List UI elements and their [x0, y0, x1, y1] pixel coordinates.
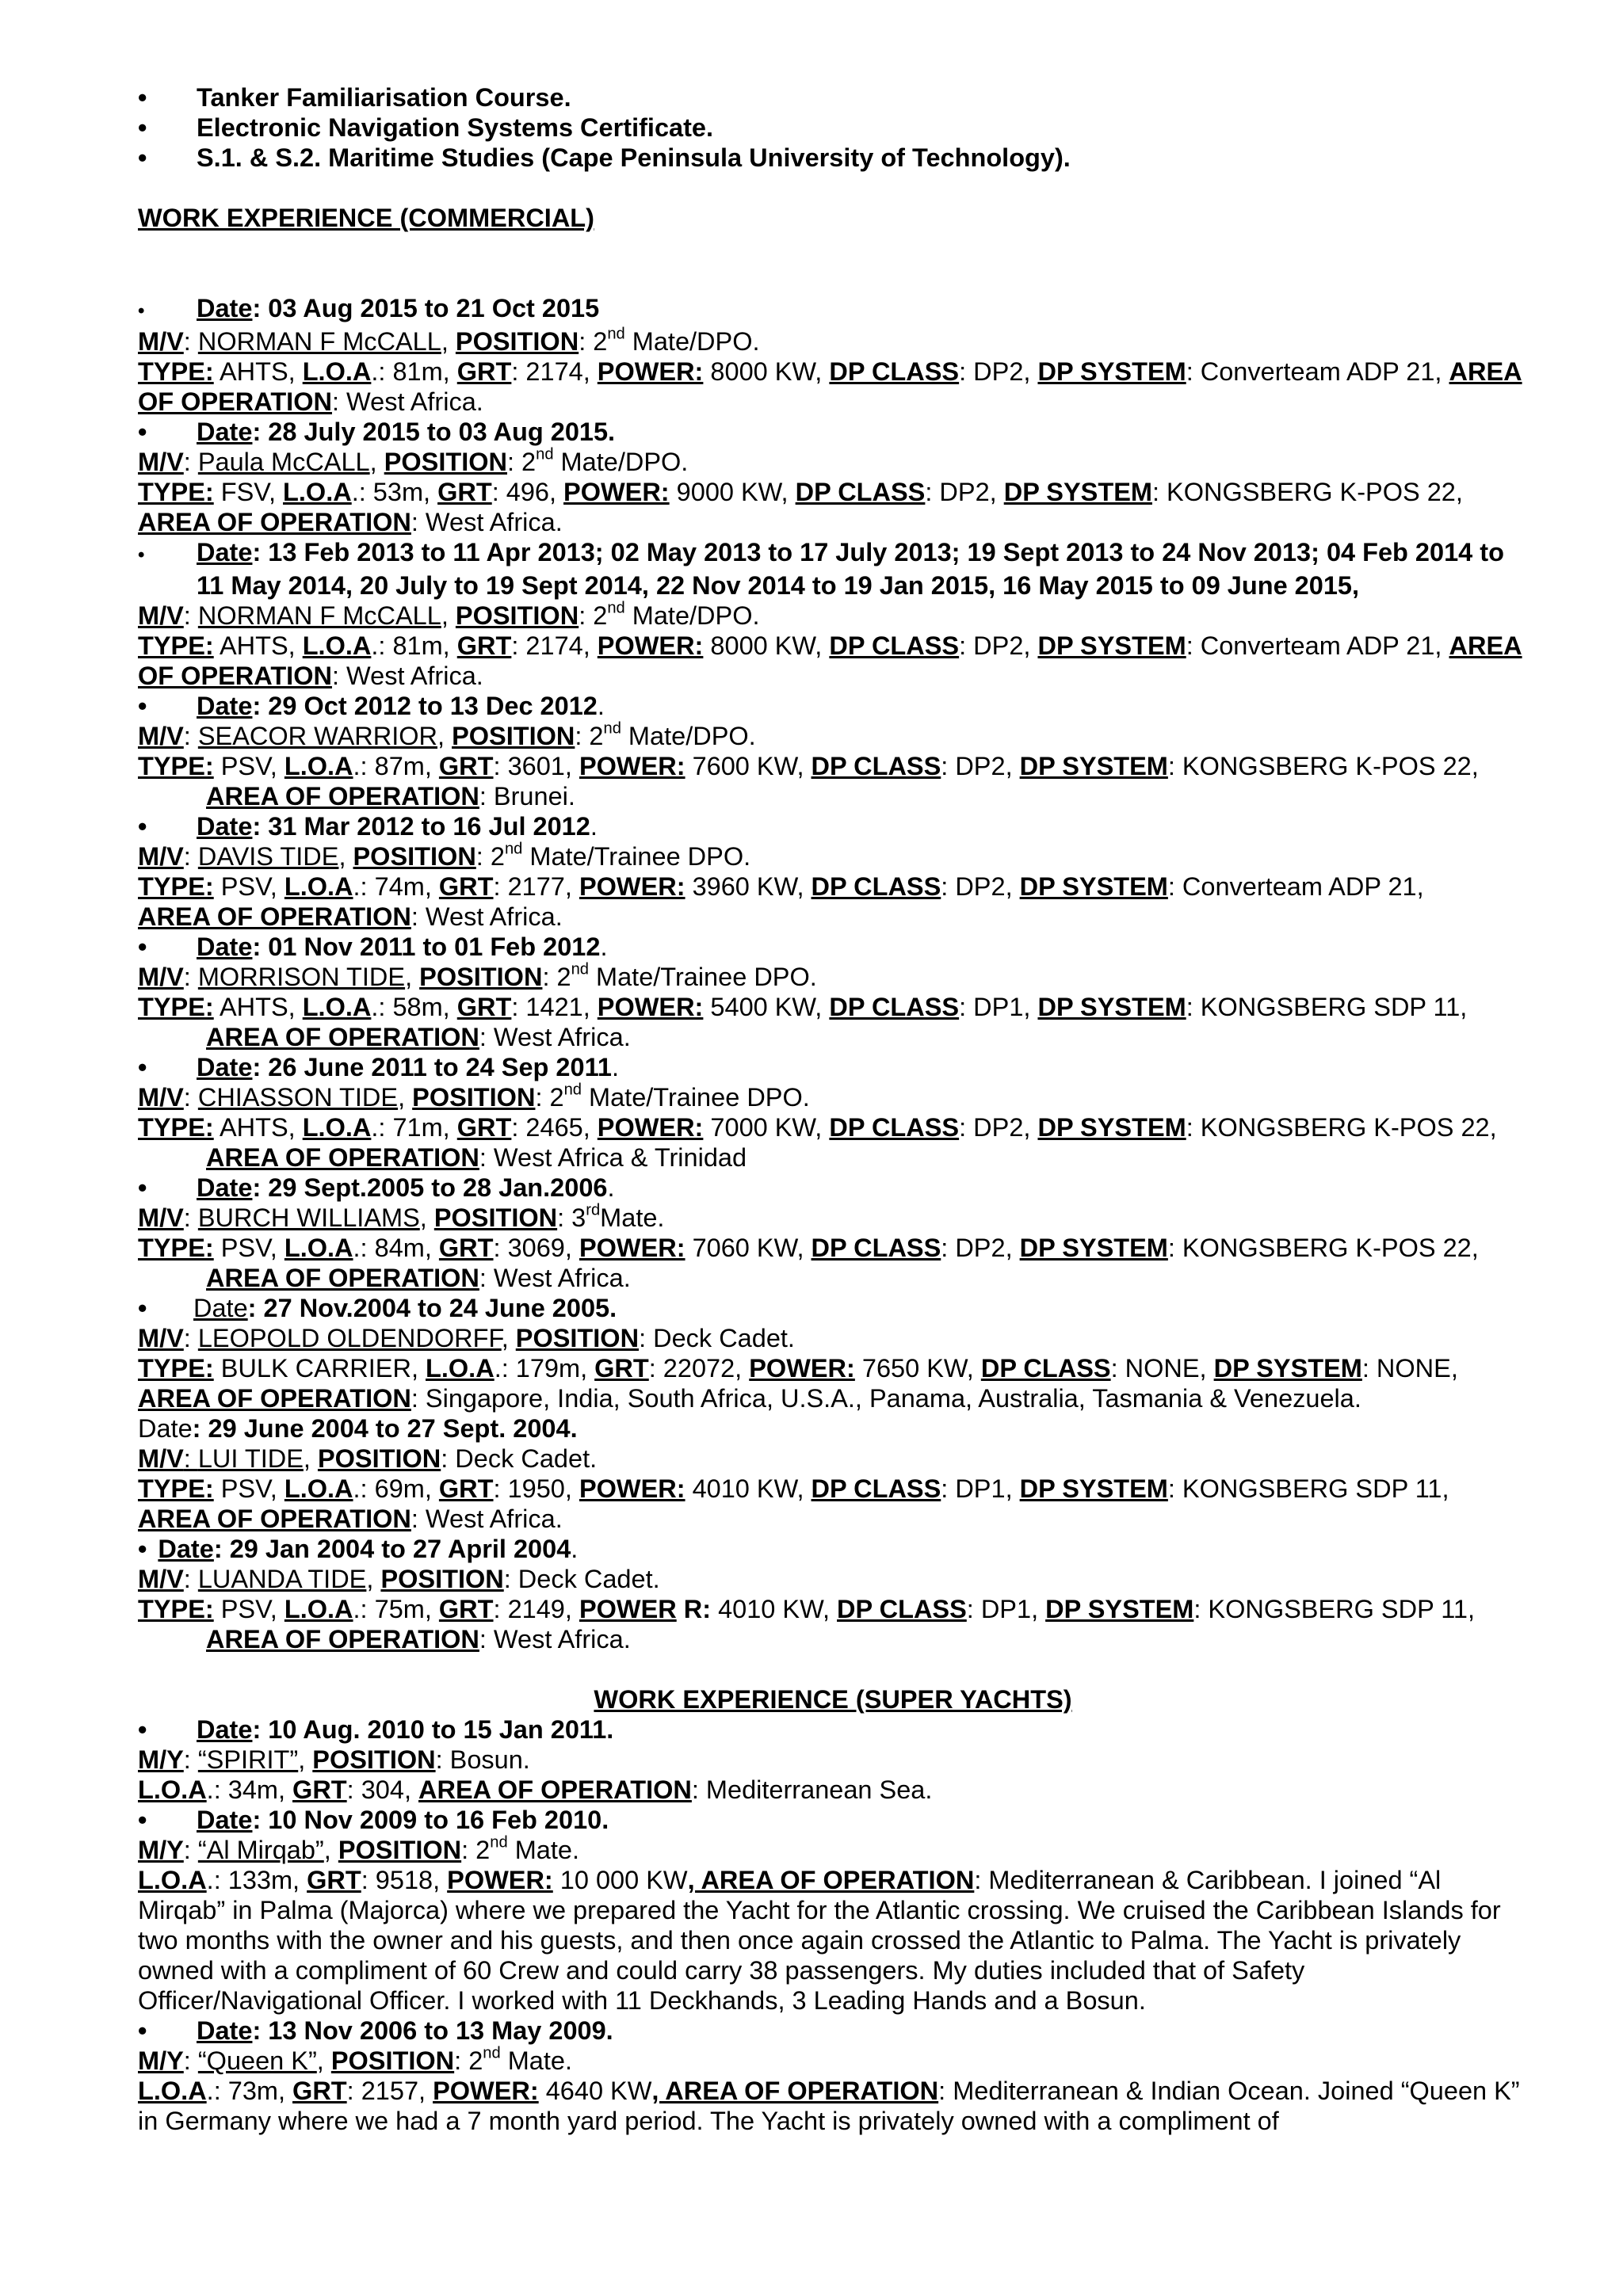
entry-date: • Date: 29 Jan 2004 to 27 April 2004. [138, 1535, 579, 1563]
bullet-icon: • [138, 692, 147, 720]
bullet-icon: • [138, 143, 147, 172]
entry-specs: TYPE: PSV, L.O.A.: 69m, GRT: 1950, POWER: 4010 KW, DP CLASS: DP1, DP SYSTEM: KONGSBERG SDP 11,AREA OF OPERATION: West Africa. [138, 1474, 1449, 1533]
bullet-icon: • [138, 1535, 147, 1563]
entry-vessel: M/V: LEOPOLD OLDENDORFF, POSITION: Deck Cadet. [138, 1324, 795, 1352]
entry-date: • Date: 13 Nov 2006 to 13 May 2009. [138, 2016, 613, 2045]
entry-specs: TYPE: AHTS, L.O.A.: 58m, GRT: 1421, POWER: 5400 KW, DP CLASS: DP1, DP SYSTEM: KONGSBERG SDP 11,AREA OF OPERATION: West Africa. [138, 993, 1468, 1051]
entry-date: Date: 29 June 2004 to 27 Sept. 2004. [138, 1414, 578, 1443]
qualifications-list [138, 82, 1528, 173]
entry-specs: L.O.A.: 133m, GRT: 9518, POWER: 10 000 KW, AREA OF OPERATION: Mediterranean & Caribbean. I joined “Al Mirqab” in Palma (Majorca) where we prepared the Yacht for the Atlantic crossing. We cruised the Caribbean Islands for two months with the owner and his guests, and then once again crossed the Atlantic to Palma. The Yacht is privately owned with a compliment of 60 Crew and could carry 38 passengers. My duties included that of Safety Officer/Navigational Officer. I worked with 11 Deckhands, 3 Leading Hands and a Bosun. [138, 1866, 1501, 2015]
entry-specs: TYPE: AHTS, L.O.A.: 71m, GRT: 2465, POWER: 7000 KW, DP CLASS: DP2, DP SYSTEM: KONGSBERG K-POS 22,AREA OF OPERATION: West Africa & Trinidad [138, 1113, 1497, 1172]
entry-specs: TYPE: PSV, L.O.A.: 87m, GRT: 3601, POWER: 7600 KW, DP CLASS: DP2, DP SYSTEM: KONGSBERG K-POS 22,AREA OF OPERATION: Brunei. [138, 752, 1479, 810]
entry-date: • Date: 26 June 2011 to 24 Sep 2011. [138, 1053, 619, 1081]
commercial-heading: WORK EXPERIENCE (COMMERCIAL) [138, 204, 594, 232]
entry-vessel: M/V: NORMAN F McCALL, POSITION: 2nd Mate/DPO. [138, 599, 760, 630]
bullet-icon: • [138, 1806, 147, 1834]
bullet-icon: • [138, 83, 147, 112]
yacht-entry [138, 1714, 1528, 1805]
yacht-entry [138, 1805, 1528, 2016]
entry-date: • Date: 01 Nov 2011 to 01 Feb 2012. [138, 933, 608, 961]
commercial-entry [138, 537, 1528, 691]
entry-date: • Date: 31 Mar 2012 to 16 Jul 2012. [138, 812, 598, 841]
entry-vessel: M/Y: “Al Mirqab”, POSITION: 2nd Mate. [138, 1833, 579, 1864]
entry-date: • Date: 27 Nov.2004 to 24 June 2005. [138, 1294, 617, 1322]
entry-specs: TYPE: PSV, L.O.A.: 84m, GRT: 3069, POWER: 7060 KW, DP CLASS: DP2, DP SYSTEM: KONGSBERG K-POS 22,AREA OF OPERATION: West Africa. [138, 1234, 1479, 1292]
commercial-entry [138, 811, 1528, 932]
bullet-icon: • [138, 544, 145, 566]
entry-vessel: M/V: NORMAN F McCALL, POSITION: 2nd Mate/DPO. [138, 325, 760, 356]
commercial-entry [138, 1173, 1528, 1293]
commercial-entry [138, 1293, 1528, 1413]
bullet-icon: • [138, 812, 147, 841]
entry-specs: L.O.A.: 73m, GRT: 2157, POWER: 4640 KW, AREA OF OPERATION: Mediterranean & Indian Ocean. Joined “Queen K” in Germany where we had a 7 month yard period. The Yacht is privately owned with a compliment of [138, 2077, 1520, 2135]
entry-specs: TYPE: PSV, L.O.A.: 74m, GRT: 2177, POWER: 3960 KW, DP CLASS: DP2, DP SYSTEM: Converteam ADP 21,AREA OF OPERATION: West Africa. [138, 872, 1424, 931]
entry-vessel: M/V: SEACOR WARRIOR, POSITION: 2nd Mate/DPO. [138, 719, 756, 750]
bullet-icon: • [138, 1715, 147, 1744]
entry-specs: TYPE: BULK CARRIER, L.O.A.: 179m, GRT: 22072, POWER: 7650 KW, DP CLASS: NONE, DP SYSTEM: NONE,AREA OF OPERATION: Singapore, India, South Africa, U.S.A., Panama, Australia, Tasmania & Venezuela. [138, 1354, 1458, 1413]
bullet-icon: • [138, 2016, 147, 2045]
commercial-entry [138, 1052, 1528, 1173]
entry-vessel: M/Y: “Queen K”, POSITION: 2nd Mate. [138, 2044, 572, 2075]
entry-vessel: M/Y: “SPIRIT”, POSITION: Bosun. [138, 1745, 530, 1774]
bullet-icon: • [138, 1294, 147, 1322]
commercial-entry [138, 1413, 1528, 1534]
entry-specs: TYPE: AHTS, L.O.A.: 81m, GRT: 2174, POWER: 8000 KW, DP CLASS: DP2, DP SYSTEM: Converteam ADP 21, AREA OF OPERATION: West Africa. [138, 631, 1522, 690]
qualification-item: • Electronic Navigation Systems Certificate. [138, 113, 714, 142]
bullet-icon: • [138, 1173, 147, 1202]
entry-vessel: M/V: DAVIS TIDE, POSITION: 2nd Mate/Trainee DPO. [138, 840, 751, 871]
commercial-entry [138, 417, 1528, 537]
entry-vessel: M/V: LUANDA TIDE, POSITION: Deck Cadet. [138, 1565, 660, 1593]
entry-vessel: M/V: Paula McCALL, POSITION: 2nd Mate/DPO. [138, 445, 689, 476]
bullet-icon: • [138, 113, 147, 142]
entry-vessel: M/V: LUI TIDE, POSITION: Deck Cadet. [138, 1444, 598, 1473]
entry-specs: TYPE: AHTS, L.O.A.: 81m, GRT: 2174, POWER: 8000 KW, DP CLASS: DP2, DP SYSTEM: Converteam ADP 21, AREA OF OPERATION: West Africa. [138, 357, 1522, 416]
commercial-entry [138, 932, 1528, 1052]
entry-date: • Date: 29 Oct 2012 to 13 Dec 2012. [138, 692, 605, 720]
entry-specs: TYPE: PSV, L.O.A.: 75m, GRT: 2149, POWER R: 4010 KW, DP CLASS: DP1, DP SYSTEM: KONGSBERG SDP 11,AREA OF OPERATION: West Africa. [138, 1595, 1475, 1653]
yachts-heading: WORK EXPERIENCE (SUPER YACHTS) [594, 1685, 1072, 1714]
entry-date: • Date: 13 Feb 2013 to 11 Apr 2013; 02 May 2013 to 17 July 2013; 19 Sept 2013 to 24 Nov 2013; 04 Feb 2014 to 11 May 2014, 20 July to 19 Sept 2014, 22 Nov 2014 to 19 Jan 2015, 16 May 2015 to 09 June 2015, [138, 538, 1504, 600]
bullet-icon: • [138, 300, 145, 322]
entry-date: • Date: 28 July 2015 to 03 Aug 2015. [138, 418, 616, 446]
entry-date: • Date: 29 Sept.2005 to 28 Jan.2006. [138, 1173, 615, 1202]
entry-specs: TYPE: FSV, L.O.A.: 53m, GRT: 496, POWER: 9000 KW, DP CLASS: DP2, DP SYSTEM: KONGSBERG K-POS 22, AREA OF OPERATION: West Africa. [138, 478, 1463, 536]
entry-specs: L.O.A.: 34m, GRT: 304, AREA OF OPERATION: Mediterranean Sea. [138, 1775, 933, 1804]
entry-vessel: M/V: CHIASSON TIDE, POSITION: 2nd Mate/Trainee DPO. [138, 1081, 810, 1112]
entry-date: • Date: 10 Aug. 2010 to 15 Jan 2011. [138, 1715, 614, 1744]
commercial-entry [138, 1534, 1528, 1654]
entry-date: • Date: 10 Nov 2009 to 16 Feb 2010. [138, 1806, 609, 1834]
qualification-item: • Tanker Familiarisation Course. [138, 83, 571, 112]
entry-vessel: M/V: MORRISON TIDE, POSITION: 2nd Mate/Trainee DPO. [138, 960, 817, 991]
entry-vessel: M/V: BURCH WILLIAMS, POSITION: 3rdMate. [138, 1201, 665, 1232]
bullet-icon: • [138, 1053, 147, 1081]
entry-date: • Date: 03 Aug 2015 to 21 Oct 2015 [138, 293, 1528, 326]
bullet-icon: • [138, 933, 147, 961]
commercial-entry [138, 691, 1528, 811]
bullet-icon: • [138, 418, 147, 446]
yacht-entry [138, 2016, 1528, 2136]
commercial-entry [138, 293, 1528, 417]
qualification-item: • S.1. & S.2. Maritime Studies (Cape Peninsula University of Technology). [138, 143, 1071, 172]
